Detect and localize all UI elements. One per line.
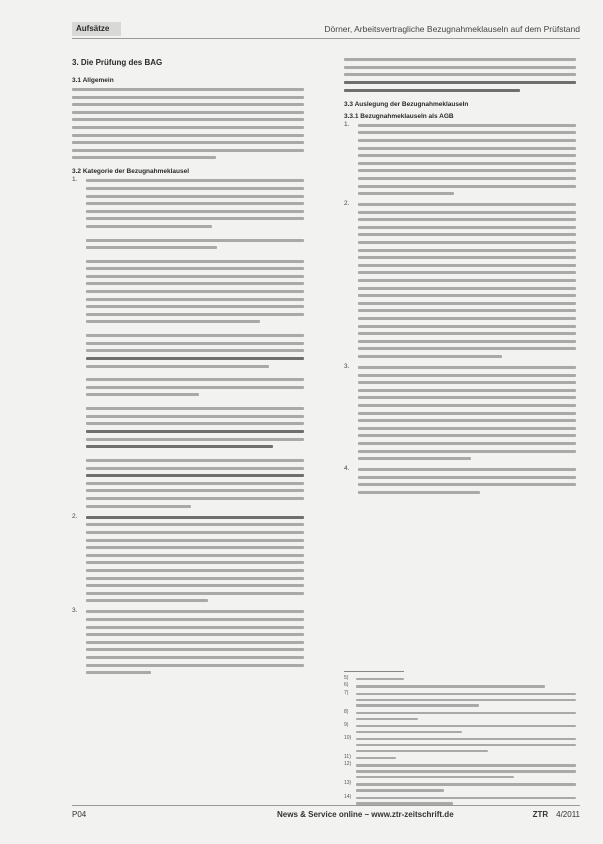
footnote: 9)	[344, 725, 576, 733]
footnotes	[344, 671, 576, 810]
numbered-item: 1.	[72, 179, 304, 507]
right-column	[344, 58, 576, 502]
footnote: 11)	[344, 757, 576, 759]
footnote: 14)	[344, 797, 576, 805]
section-title: 3. Die Prüfung des BAG	[72, 58, 163, 67]
footer-issue	[533, 810, 580, 819]
header-rule	[72, 38, 580, 39]
footnote: 5)	[344, 678, 576, 680]
left-column	[72, 58, 304, 682]
footnote: 10)	[344, 738, 576, 752]
running-title: Dörner, Arbeitsvertragliche Bezugnahmeklauseln auf dem Prüfstand	[324, 24, 580, 34]
footnote: 8)	[344, 712, 576, 720]
footnote: 7)	[344, 693, 576, 707]
footnote-rule	[344, 671, 404, 672]
subsection-kategorie: 3.2 Kategorie der Bezugnahmeklausel	[72, 168, 190, 176]
numbered-item: 4.	[344, 468, 576, 494]
paragraph	[72, 88, 304, 159]
footer-website: News & Service online – www.ztr-zeitschrift.de	[277, 810, 454, 819]
page-footer	[72, 805, 580, 821]
rubric-label: Aufsätze	[72, 22, 121, 36]
numbered-item: 2.	[344, 203, 576, 358]
numbered-item: 1.	[344, 124, 576, 195]
numbered-item: 2.	[72, 516, 304, 603]
paragraph	[344, 58, 576, 92]
numbered-item: 3.	[344, 366, 576, 460]
page-header	[72, 22, 580, 40]
footnote: 13)	[344, 783, 576, 791]
page-number: P04	[72, 810, 87, 819]
subsection-allgemein: 3.1 Allgemein	[72, 77, 114, 84]
footnote: 6)	[344, 685, 576, 687]
footnote: 12)	[344, 764, 576, 778]
subsection-auslegung: 3.3 Auslegung der Bezugnahmeklauseln	[344, 100, 469, 108]
magazine-logo: ZTR	[532, 810, 549, 819]
issue-number: 4/2011	[556, 810, 580, 819]
footer-rule	[72, 805, 580, 806]
numbered-item: 3.	[72, 610, 304, 674]
subsection-agb: 3.3.1 Bezugnahmeklauseln als AGB	[344, 112, 454, 120]
